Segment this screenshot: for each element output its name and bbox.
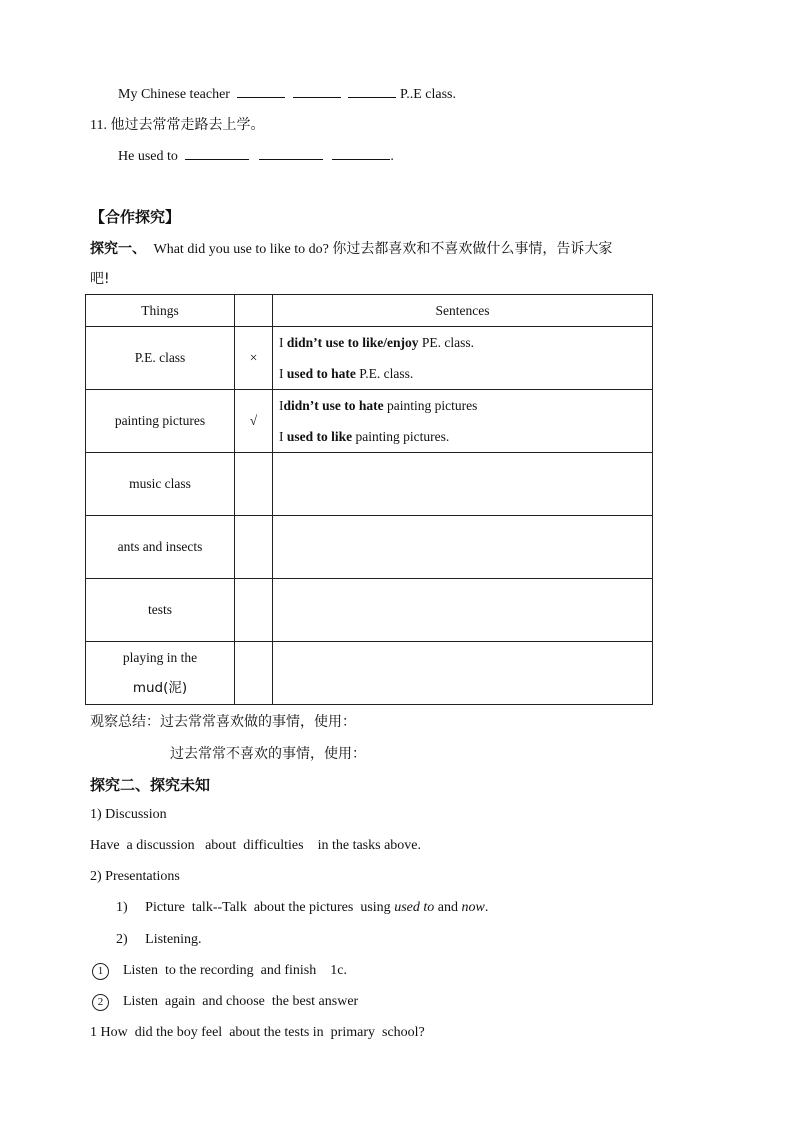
explore1-line-cont: 吧! bbox=[90, 271, 110, 287]
answer-blank[interactable] bbox=[293, 84, 341, 98]
thing-cell: painting pictures bbox=[86, 390, 235, 453]
mark-cell[interactable] bbox=[235, 642, 273, 705]
summary-line-1: 观察总结：过去常常喜欢做的事情，使用： bbox=[90, 714, 356, 730]
listening-task-1: 1 Listen to the recording and finish 1c. bbox=[92, 963, 347, 980]
listening-task-2: 2 Listen again and choose the best answer bbox=[92, 994, 358, 1011]
table-row bbox=[86, 642, 653, 705]
answer-blank[interactable] bbox=[185, 146, 249, 160]
answer-blank[interactable] bbox=[237, 84, 285, 98]
circled-number: 1 bbox=[92, 963, 109, 980]
question-1: 1 How did the boy feel about the tests in primary school? bbox=[90, 1025, 425, 1040]
discussion-heading: 1) Discussion bbox=[90, 807, 167, 822]
table-row bbox=[86, 453, 653, 516]
mark-cell[interactable] bbox=[235, 453, 273, 516]
table-row bbox=[86, 516, 653, 579]
sentence: Ididn’t use to hate painting pictures bbox=[279, 398, 478, 413]
sentences-cell[interactable] bbox=[273, 579, 653, 642]
table-header-row bbox=[86, 295, 653, 327]
sentence: I used to like painting pictures. bbox=[279, 429, 450, 444]
thing-cell: playing in the mud(泥) bbox=[86, 642, 235, 705]
thing-cell: ants and insects bbox=[86, 516, 235, 579]
explore2-heading: 探究二、探究未知 bbox=[90, 776, 211, 794]
presentations-heading: 2) Presentations bbox=[90, 869, 180, 884]
table-row bbox=[86, 390, 653, 453]
table-row bbox=[86, 579, 653, 642]
q11-chinese-line: 11. 他过去常常走路去上学。 bbox=[90, 117, 265, 133]
sentence: I didn’t use to like/enjoy PE. class. bbox=[279, 335, 475, 350]
answer-blank[interactable] bbox=[332, 146, 390, 160]
header-sentences: Sentences bbox=[273, 295, 653, 327]
header-things: Things bbox=[86, 295, 235, 327]
mark-cell[interactable] bbox=[235, 579, 273, 642]
header-mark bbox=[235, 295, 273, 327]
circled-number: 2 bbox=[92, 994, 109, 1011]
thing-cell: music class bbox=[86, 453, 235, 516]
likes-table bbox=[85, 294, 653, 705]
q10-english-line: My Chinese teacher P..E class. bbox=[118, 84, 456, 103]
discussion-text: Have a discussion about difficulties in the tasks above. bbox=[90, 838, 422, 853]
presentation-item-1: 1) Picture talk--Talk about the pictures using used to and now. bbox=[116, 900, 489, 915]
sentence: I used to hate P.E. class. bbox=[279, 366, 414, 381]
mark-cell[interactable] bbox=[235, 516, 273, 579]
sentences-cell[interactable] bbox=[273, 453, 653, 516]
answer-blank[interactable] bbox=[259, 146, 323, 160]
coop-heading: 【合作探究】 bbox=[90, 208, 181, 226]
cross-mark: × bbox=[235, 327, 273, 390]
sentences-cell[interactable] bbox=[273, 642, 653, 705]
presentation-item-2: 2) Listening. bbox=[116, 932, 202, 947]
answer-blank[interactable] bbox=[348, 84, 396, 98]
sentences-cell bbox=[273, 327, 653, 390]
q11-english-line: He used to . bbox=[118, 146, 394, 165]
sentences-cell bbox=[273, 390, 653, 453]
sentences-cell[interactable] bbox=[273, 516, 653, 579]
explore1-line: 探究一、 What did you use to like to do? 你过去都喜欢和不喜欢做什么事情，告诉大家 bbox=[90, 241, 613, 257]
thing-cell: P.E. class bbox=[86, 327, 235, 390]
thing-cell: tests bbox=[86, 579, 235, 642]
check-mark: √ bbox=[235, 390, 273, 453]
table-row bbox=[86, 327, 653, 390]
summary-line-2: 过去常常不喜欢的事情，使用： bbox=[170, 746, 366, 762]
